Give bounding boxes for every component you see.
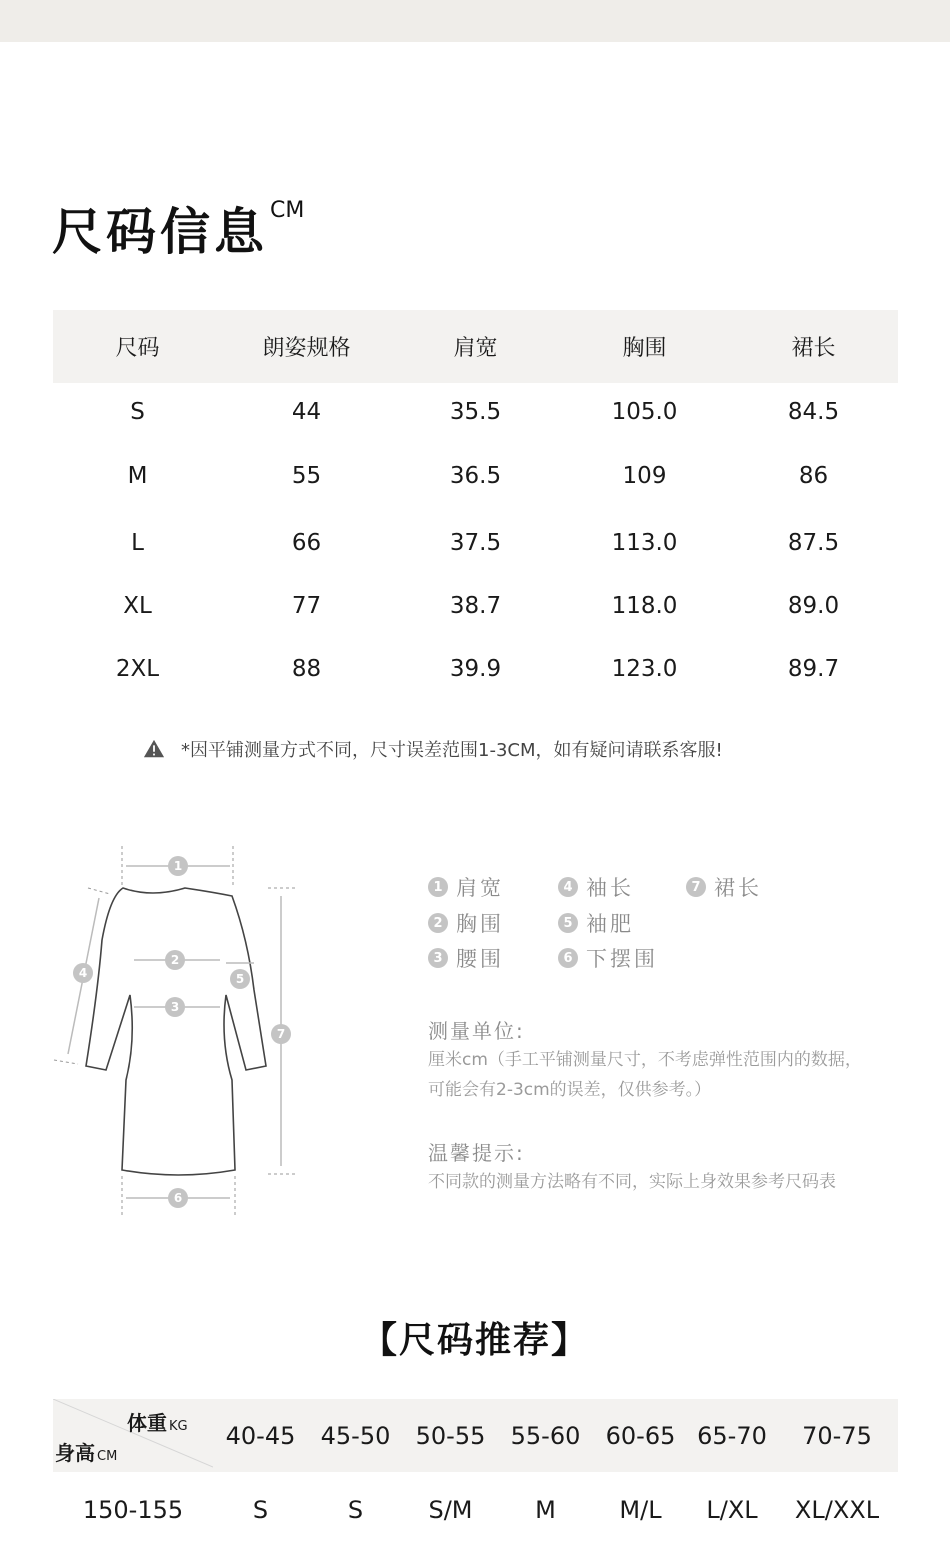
table-cell: 89.7 <box>787 655 840 682</box>
table-cell: 113.0 <box>611 529 678 556</box>
measure-unit-line1: 厘米cm（手工平铺测量尺寸，不考虑弹性范围内的数据， <box>428 1050 862 1070</box>
header-cell: 胸围 <box>622 336 667 361</box>
table-cell: 77 <box>291 592 322 619</box>
height-range: 150-155 <box>82 1495 184 1524</box>
legend-label: 肩宽 <box>456 876 504 900</box>
measure-unit-title: 测量单位: <box>428 1019 525 1043</box>
table-row <box>53 574 898 637</box>
legend-label: 裙长 <box>714 876 762 900</box>
page-title-text: 尺码信息 <box>52 203 268 261</box>
table-cell: 89.0 <box>787 592 840 619</box>
table-cell: 36.5 <box>449 463 502 489</box>
recommended-size: L/XL <box>706 1495 758 1524</box>
table-row <box>53 1472 898 1547</box>
page-title-unit: CM <box>270 198 305 223</box>
marker-2-label: 2 <box>170 953 180 967</box>
recommended-size: S <box>347 1495 364 1524</box>
table-cell: 66 <box>291 529 322 556</box>
weight-range: 50-55 <box>415 1421 486 1450</box>
tips-text: 不同款的测量方法略有不同，实际上身效果参考尺码表 <box>428 1172 836 1192</box>
legend-label: 袖长 <box>586 876 634 900</box>
diagram-markers <box>73 856 291 1208</box>
table-row <box>53 637 898 700</box>
recommended-size: M/L <box>619 1495 662 1524</box>
table-cell: 35.5 <box>449 399 502 425</box>
table-cell: 37.5 <box>449 529 502 556</box>
legend-number: 4 <box>558 877 578 897</box>
legend-item-sleeve-length <box>558 872 634 902</box>
table-cell: 38.7 <box>449 592 502 619</box>
top-bar <box>0 0 950 42</box>
dress-outline <box>86 888 266 1175</box>
table-cell: 39.9 <box>449 655 502 682</box>
legend-item-sleeve-width <box>558 908 634 938</box>
legend-number: 5 <box>558 913 578 933</box>
weight-range: 65-70 <box>697 1421 767 1450</box>
table-cell: 118.0 <box>611 592 678 619</box>
weight-range: 45-50 <box>320 1421 391 1450</box>
tips-title: 温馨提示: <box>428 1141 525 1165</box>
table-row <box>53 441 898 511</box>
table-cell: 109 <box>622 463 667 489</box>
height-label-text: 身高 <box>55 1441 95 1465</box>
weight-label-text: 体重 <box>127 1411 167 1435</box>
weight-range: 40-45 <box>225 1421 296 1450</box>
table-cell: 2XL <box>115 655 160 682</box>
header-cell: 肩宽 <box>453 336 498 361</box>
table-cell: 44 <box>291 399 322 425</box>
table-cell: 105.0 <box>611 399 678 425</box>
legend-number: 7 <box>686 877 706 897</box>
measure-unit-line2: 可能会有2-3cm的误差，仅供参考。） <box>428 1080 712 1100</box>
warning-icon <box>143 738 165 760</box>
table-cell: 55 <box>291 463 322 489</box>
note-text: *因平铺测量方式不同，尺寸误差范围1-3CM，如有疑问请联系客服! <box>181 740 723 761</box>
page-title <box>52 192 304 264</box>
table-cell: 84.5 <box>787 399 840 425</box>
table-cell: 87.5 <box>787 529 840 556</box>
table-row <box>53 383 898 441</box>
table-cell: 88 <box>291 655 322 682</box>
legend-item-waist <box>428 943 504 973</box>
weight-label <box>127 1407 188 1436</box>
table-cell: S <box>130 399 145 425</box>
table-cell: M <box>127 463 148 489</box>
size-table-header <box>53 310 898 383</box>
marker-4-label: 4 <box>78 966 88 980</box>
legend-item-dress-length <box>686 872 762 902</box>
header-cell: 裙长 <box>791 336 836 361</box>
recommended-size: M <box>535 1495 556 1524</box>
legend-number: 3 <box>428 948 448 968</box>
legend-item-shoulder <box>428 872 504 902</box>
weight-unit: KG <box>169 1419 188 1434</box>
marker-5-label: 5 <box>235 972 245 986</box>
marker-6-label: 6 <box>173 1191 183 1205</box>
marker-1-label: 1 <box>173 859 183 873</box>
height-label <box>55 1437 117 1466</box>
legend-number: 2 <box>428 913 448 933</box>
recommend-title: 【尺码推荐】 <box>360 1320 589 1361</box>
table-cell: XL <box>123 592 152 619</box>
legend-item-hem <box>558 943 658 973</box>
table-cell: 123.0 <box>611 655 678 682</box>
marker-7-label: 7 <box>276 1027 286 1041</box>
measurement-note <box>143 736 723 762</box>
table-row <box>53 511 898 574</box>
recommended-size: XL/XXL <box>794 1495 880 1524</box>
weight-range: 60-65 <box>605 1421 676 1450</box>
legend-number: 6 <box>558 948 578 968</box>
weight-range: 70-75 <box>802 1421 872 1450</box>
dress-measurement-diagram <box>50 840 310 1230</box>
legend-item-chest <box>428 908 504 938</box>
recommend-header <box>53 1399 898 1472</box>
weight-range: 55-60 <box>510 1421 581 1450</box>
legend-number: 1 <box>428 877 448 897</box>
table-cell: L <box>131 529 144 556</box>
size-table <box>53 310 898 700</box>
header-cell: 朗姿规格 <box>262 336 351 361</box>
header-cell: 尺码 <box>115 336 160 361</box>
marker-3-label: 3 <box>170 1000 180 1014</box>
recommended-size: S <box>252 1495 269 1524</box>
height-unit: CM <box>97 1449 118 1464</box>
legend-label: 下摆围 <box>586 947 658 971</box>
legend-label: 胸围 <box>456 912 504 936</box>
legend-label: 袖肥 <box>586 912 634 936</box>
size-recommend-table <box>53 1399 898 1547</box>
recommended-size: S/M <box>428 1495 473 1524</box>
table-cell: 86 <box>798 463 829 489</box>
legend-label: 腰围 <box>456 947 504 971</box>
